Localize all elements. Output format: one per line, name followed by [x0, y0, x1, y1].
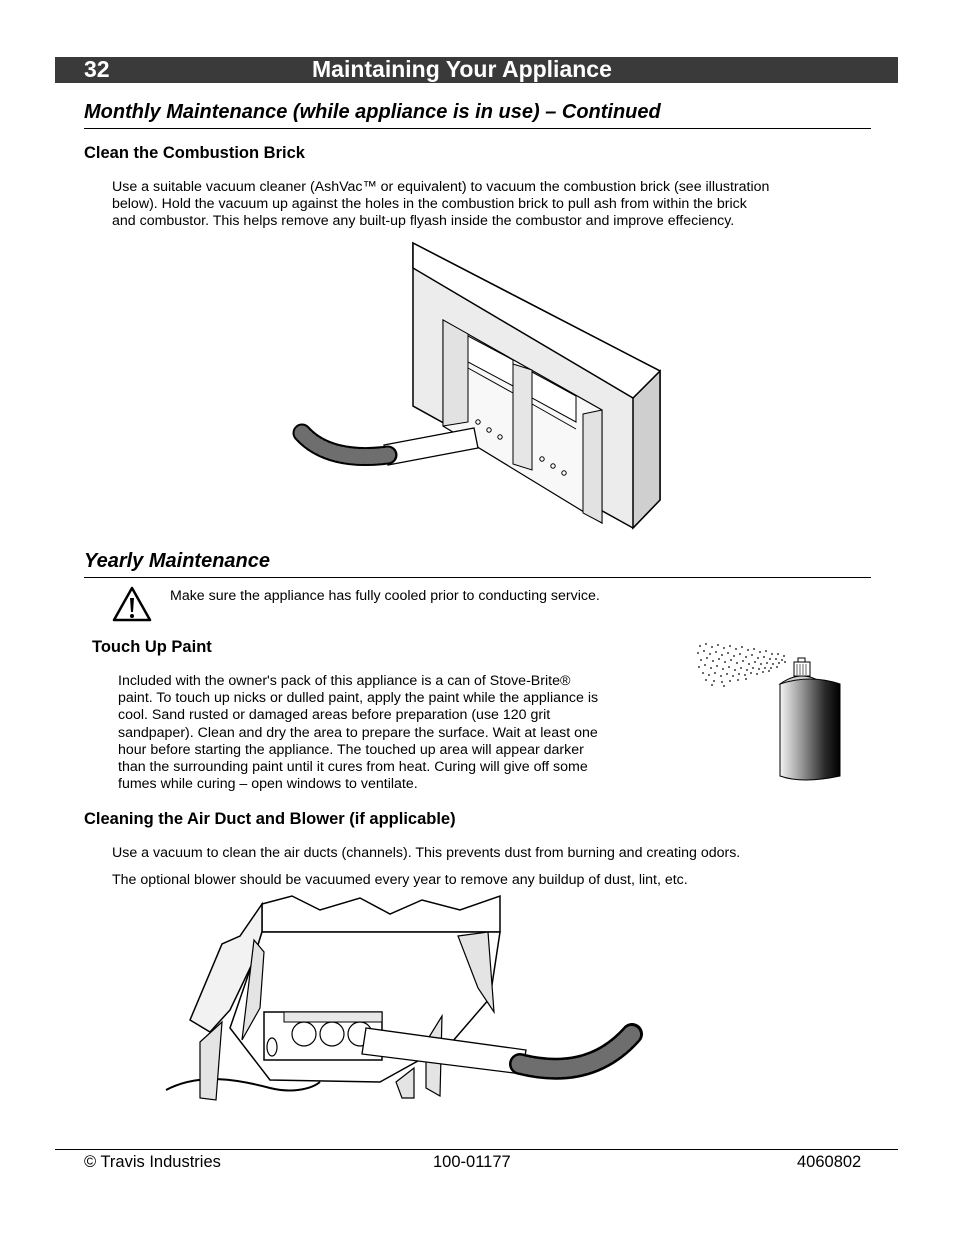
- paint-line: hour before starting the appliance. The touched up area will appear darker: [118, 741, 584, 758]
- blower-illustration: [160, 892, 660, 1107]
- paint-heading: Touch Up Paint: [92, 638, 212, 656]
- spray-can-illustration: [694, 640, 854, 790]
- paint-line: sandpaper). Clean and dry the area to prepare the surface. Wait at least one: [118, 724, 598, 741]
- warning-text: Make sure the appliance has fully cooled prior to conducting service.: [170, 588, 600, 604]
- duct-line-2: The optional blower should be vacuumed every year to remove any buildup of dust, lint, etc.: [112, 872, 688, 888]
- brick-paragraph: [112, 179, 769, 231]
- footer-copyright: © Travis Industries: [84, 1153, 221, 1171]
- footer-code: 4060802: [797, 1153, 862, 1171]
- page-title: Maintaining Your Appliance: [312, 56, 612, 82]
- footer-doc-number: 100-01177: [433, 1153, 511, 1171]
- paint-paragraph: [118, 673, 598, 793]
- footer-rule: [55, 1149, 898, 1150]
- monthly-section-title: Monthly Maintenance (while appliance is in use) – Continued: [84, 101, 661, 123]
- duct-heading: Cleaning the Air Duct and Blower (if applicable): [84, 810, 456, 828]
- warning-triangle-icon: [112, 586, 152, 622]
- paint-line: Included with the owner's pack of this appliance is a can of Stove-Brite®: [118, 673, 571, 689]
- yearly-section-title: Yearly Maintenance: [84, 550, 271, 572]
- brick-line: Use a suitable vacuum cleaner (AshVac™ or equivalent) to vacuum the combustion brick (see illustration: [112, 179, 770, 195]
- section-rule: [84, 577, 871, 578]
- combustion-brick-illustration: [280, 238, 680, 538]
- paint-line: than the surrounding paint until it cures from heat. Curing will give off some: [118, 759, 588, 776]
- brick-heading: Clean the Combustion Brick: [84, 144, 305, 162]
- brick-line: and combustor. This helps remove any built-up flyash inside the combustor and improve effeciency.: [112, 213, 735, 230]
- duct-line-1: Use a vacuum to clean the air ducts (channels). This prevents dust from burning and creating odors.: [112, 845, 741, 861]
- brick-line: below). Hold the vacuum up against the holes in the combustion brick to pull ash from within the brick: [112, 196, 747, 213]
- spray-mist: [697, 643, 786, 687]
- paint-line: fumes while curing – open windows to ventilate.: [118, 776, 418, 793]
- section-rule: [84, 128, 871, 129]
- page-number: 32: [84, 56, 110, 82]
- paint-line: paint. To touch up nicks or dulled paint, apply the paint while the appliance is: [118, 690, 599, 707]
- paint-line: cool. Sand rusted or damaged areas before preparation (use 120 grit: [118, 707, 551, 724]
